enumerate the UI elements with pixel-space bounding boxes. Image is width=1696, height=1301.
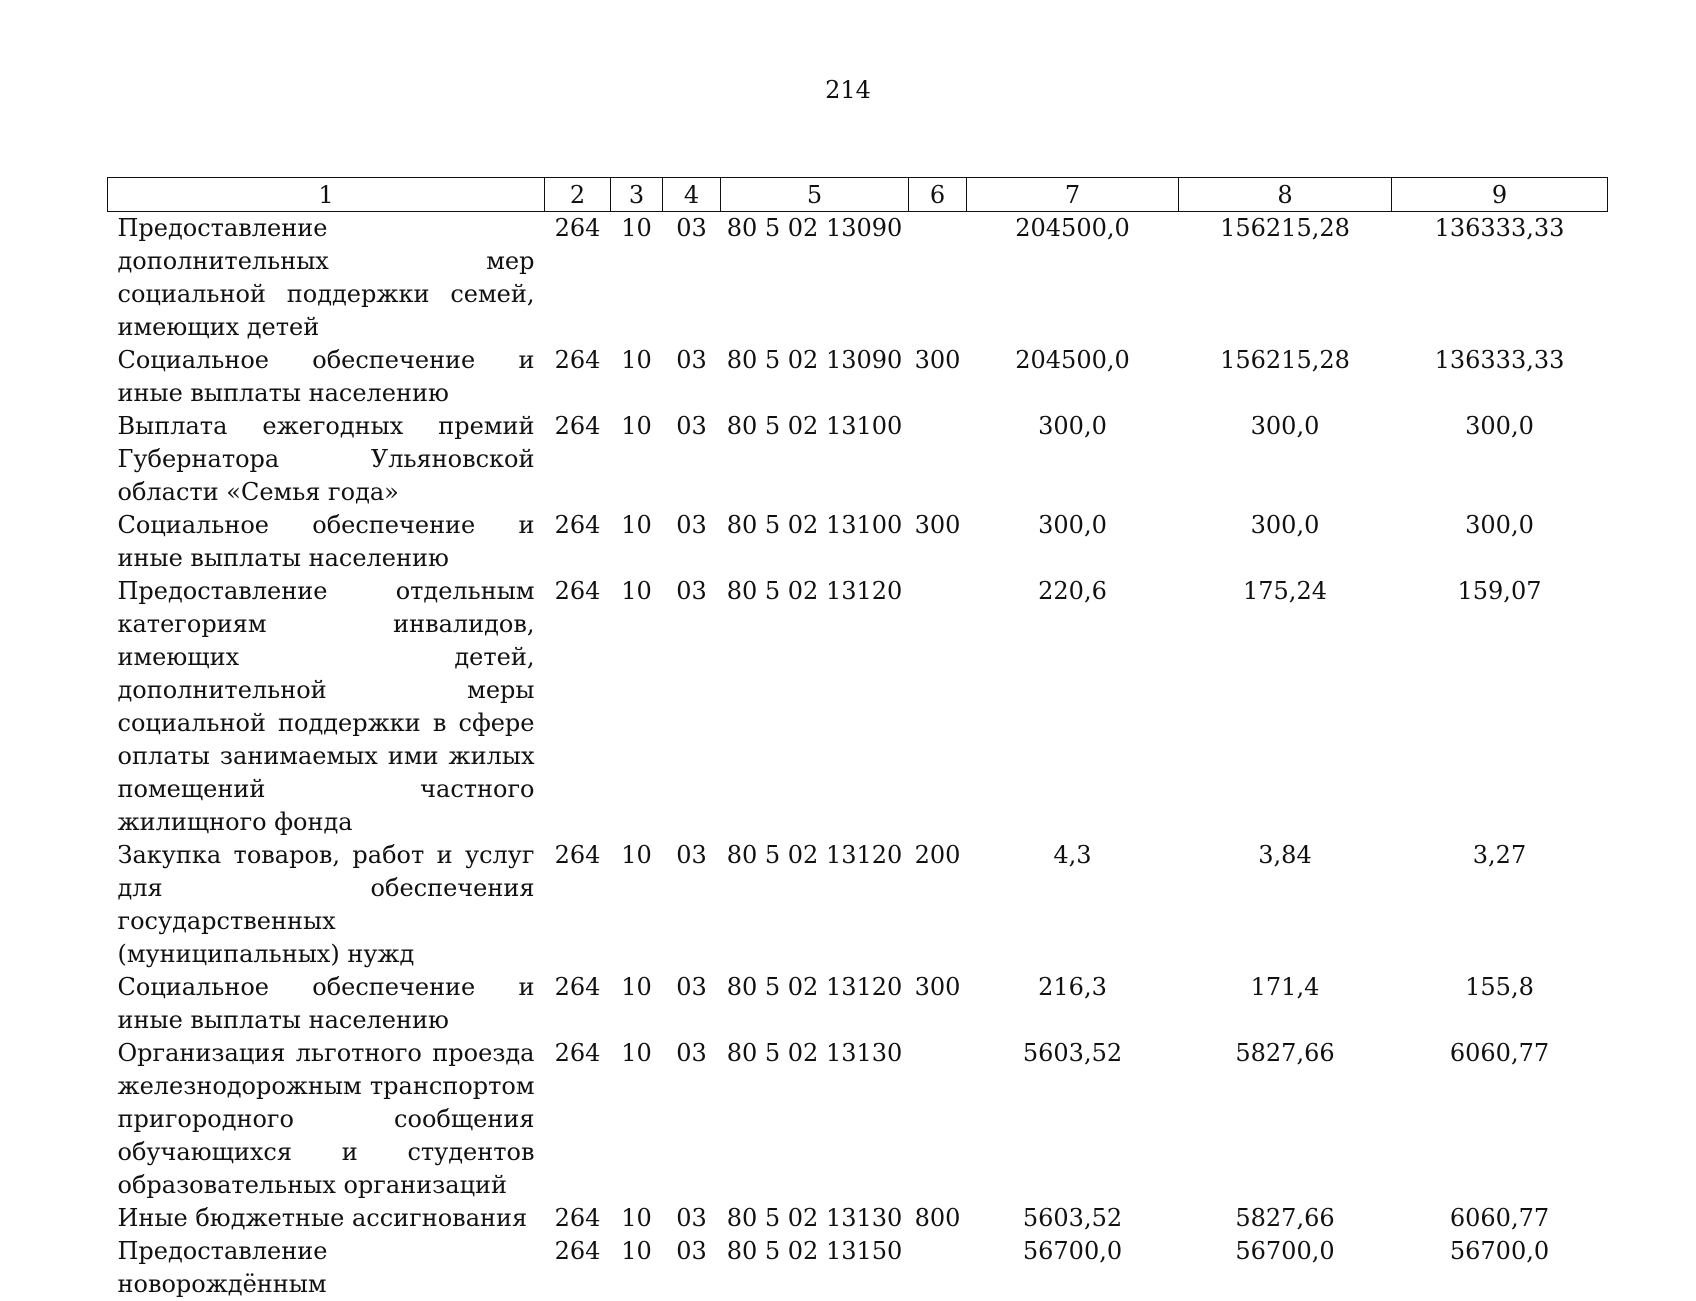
row-value-8: 156215,28 bbox=[1179, 344, 1392, 410]
table-row bbox=[108, 344, 1608, 410]
row-value-7: 220,6 bbox=[967, 575, 1179, 839]
column-header-8: 8 bbox=[1179, 178, 1392, 212]
row-value-8: 3,84 bbox=[1179, 839, 1392, 971]
row-section-code: 10 bbox=[611, 971, 663, 1037]
row-article-code: 80 5 02 13130 bbox=[721, 1037, 909, 1202]
row-expense-type: 200 bbox=[909, 839, 967, 971]
row-section-code: 10 bbox=[611, 839, 663, 971]
table-row bbox=[108, 1235, 1608, 1301]
row-expense-type bbox=[909, 575, 967, 839]
row-name: Иные бюджетные ассигнования bbox=[108, 1202, 545, 1235]
row-name: Социальное обеспечение и иные выплаты населению bbox=[108, 344, 545, 410]
column-header-4: 4 bbox=[663, 178, 721, 212]
row-name: Закупка товаров, работ и услуг для обеспечения государственных (муниципальных) нужд bbox=[108, 839, 545, 971]
row-value-9: 6060,77 bbox=[1392, 1037, 1608, 1202]
row-section-code: 10 bbox=[611, 1037, 663, 1202]
row-name: Выплата ежегодных премий Губернатора Ульяновской области «Семья года» bbox=[108, 410, 545, 509]
row-value-7: 4,3 bbox=[967, 839, 1179, 971]
row-value-9: 136333,33 bbox=[1392, 344, 1608, 410]
row-value-7: 204500,0 bbox=[967, 212, 1179, 345]
row-value-8: 56700,0 bbox=[1179, 1235, 1392, 1301]
row-subsection-code: 03 bbox=[663, 575, 721, 839]
row-value-9: 155,8 bbox=[1392, 971, 1608, 1037]
row-value-7: 5603,52 bbox=[967, 1202, 1179, 1235]
row-section-code: 10 bbox=[611, 344, 663, 410]
row-admin-code: 264 bbox=[545, 344, 611, 410]
row-value-9: 136333,33 bbox=[1392, 212, 1608, 345]
row-value-8: 5827,66 bbox=[1179, 1037, 1392, 1202]
row-expense-type bbox=[909, 1037, 967, 1202]
row-article-code: 80 5 02 13090 bbox=[721, 212, 909, 345]
row-article-code: 80 5 02 13120 bbox=[721, 575, 909, 839]
row-expense-type bbox=[909, 212, 967, 345]
row-subsection-code: 03 bbox=[663, 1202, 721, 1235]
row-section-code: 10 bbox=[611, 410, 663, 509]
row-name: Предоставление отдельным категориям инвалидов, имеющих детей, дополнительной меры социальной поддержки в сфере оплаты занимаемых ими жилых помещений частного жилищного фонда bbox=[108, 575, 545, 839]
row-subsection-code: 03 bbox=[663, 839, 721, 971]
row-expense-type: 300 bbox=[909, 344, 967, 410]
row-subsection-code: 03 bbox=[663, 410, 721, 509]
row-value-7: 216,3 bbox=[967, 971, 1179, 1037]
column-header-3: 3 bbox=[611, 178, 663, 212]
row-section-code: 10 bbox=[611, 1202, 663, 1235]
row-value-7: 300,0 bbox=[967, 410, 1179, 509]
row-admin-code: 264 bbox=[545, 1202, 611, 1235]
table-row bbox=[108, 839, 1608, 971]
row-expense-type: 300 bbox=[909, 509, 967, 575]
row-article-code: 80 5 02 13090 bbox=[721, 344, 909, 410]
row-name: Предоставление новорождённым bbox=[108, 1235, 545, 1301]
row-admin-code: 264 bbox=[545, 1235, 611, 1301]
column-header-7: 7 bbox=[967, 178, 1179, 212]
column-header-9: 9 bbox=[1392, 178, 1608, 212]
row-name: Социальное обеспечение и иные выплаты населению bbox=[108, 971, 545, 1037]
row-admin-code: 264 bbox=[545, 575, 611, 839]
row-value-8: 300,0 bbox=[1179, 410, 1392, 509]
table-row bbox=[108, 509, 1608, 575]
row-article-code: 80 5 02 13100 bbox=[721, 410, 909, 509]
table-row bbox=[108, 1202, 1608, 1235]
row-subsection-code: 03 bbox=[663, 509, 721, 575]
row-value-8: 175,24 bbox=[1179, 575, 1392, 839]
row-value-9: 6060,77 bbox=[1392, 1202, 1608, 1235]
row-value-9: 300,0 bbox=[1392, 509, 1608, 575]
row-admin-code: 264 bbox=[545, 410, 611, 509]
row-value-8: 5827,66 bbox=[1179, 1202, 1392, 1235]
row-value-8: 171,4 bbox=[1179, 971, 1392, 1037]
row-article-code: 80 5 02 13150 bbox=[721, 1235, 909, 1301]
table-row bbox=[108, 212, 1608, 345]
row-expense-type bbox=[909, 410, 967, 509]
column-header-1: 1 bbox=[108, 178, 545, 212]
row-admin-code: 264 bbox=[545, 971, 611, 1037]
row-expense-type: 300 bbox=[909, 971, 967, 1037]
row-expense-type: 800 bbox=[909, 1202, 967, 1235]
row-section-code: 10 bbox=[611, 575, 663, 839]
row-value-9: 159,07 bbox=[1392, 575, 1608, 839]
row-admin-code: 264 bbox=[545, 212, 611, 345]
row-article-code: 80 5 02 13100 bbox=[721, 509, 909, 575]
table-row bbox=[108, 971, 1608, 1037]
row-value-7: 56700,0 bbox=[967, 1235, 1179, 1301]
row-value-8: 300,0 bbox=[1179, 509, 1392, 575]
column-header-2: 2 bbox=[545, 178, 611, 212]
table-header-row bbox=[108, 178, 1608, 212]
table-row bbox=[108, 575, 1608, 839]
row-value-8: 156215,28 bbox=[1179, 212, 1392, 345]
column-header-6: 6 bbox=[909, 178, 967, 212]
row-value-9: 3,27 bbox=[1392, 839, 1608, 971]
row-section-code: 10 bbox=[611, 1235, 663, 1301]
row-value-7: 5603,52 bbox=[967, 1037, 1179, 1202]
table-row bbox=[108, 1037, 1608, 1202]
row-name: Предоставление дополнительных мер социальной поддержки семей, имеющих детей bbox=[108, 212, 545, 345]
table-body bbox=[108, 212, 1608, 1301]
row-subsection-code: 03 bbox=[663, 212, 721, 345]
row-article-code: 80 5 02 13120 bbox=[721, 839, 909, 971]
row-section-code: 10 bbox=[611, 509, 663, 575]
row-expense-type bbox=[909, 1235, 967, 1301]
column-header-5: 5 bbox=[721, 178, 909, 212]
budget-table bbox=[107, 177, 1608, 1301]
row-subsection-code: 03 bbox=[663, 344, 721, 410]
row-name: Организация льготного проезда железнодорожным транспортом пригородного сообщения обучающихся и студентов образовательных организаций bbox=[108, 1037, 545, 1202]
row-subsection-code: 03 bbox=[663, 971, 721, 1037]
row-subsection-code: 03 bbox=[663, 1037, 721, 1202]
row-article-code: 80 5 02 13120 bbox=[721, 971, 909, 1037]
row-admin-code: 264 bbox=[545, 839, 611, 971]
table-row bbox=[108, 410, 1608, 509]
row-admin-code: 264 bbox=[545, 1037, 611, 1202]
row-subsection-code: 03 bbox=[663, 1235, 721, 1301]
row-article-code: 80 5 02 13130 bbox=[721, 1202, 909, 1235]
row-value-7: 204500,0 bbox=[967, 344, 1179, 410]
row-section-code: 10 bbox=[611, 212, 663, 345]
row-value-9: 56700,0 bbox=[1392, 1235, 1608, 1301]
row-value-9: 300,0 bbox=[1392, 410, 1608, 509]
page-number: 214 bbox=[0, 76, 1696, 104]
row-value-7: 300,0 bbox=[967, 509, 1179, 575]
row-name: Социальное обеспечение и иные выплаты населению bbox=[108, 509, 545, 575]
row-admin-code: 264 bbox=[545, 509, 611, 575]
